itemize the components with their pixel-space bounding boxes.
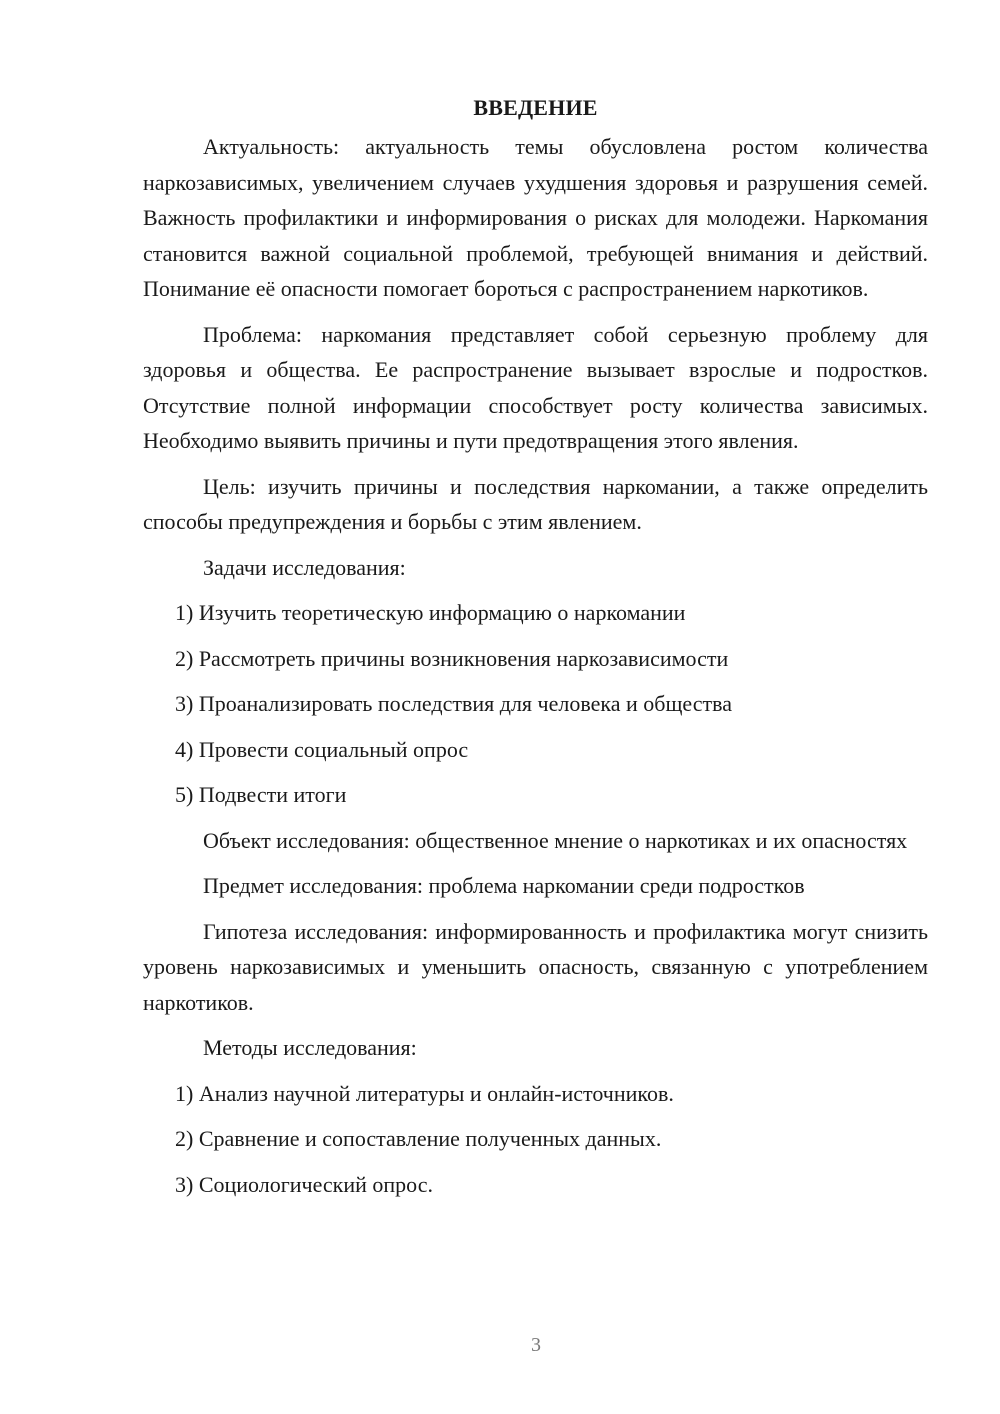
hypothesis-paragraph: Гипотеза исследования: информированность и профилактика могут снизить уровень наркозависимых и уменьшить опасность, связанную с употреблением наркотиков. [143,918,928,1015]
task-item: 4) Провести социальный опрос [175,736,469,762]
subject-paragraph: Предмет исследования: проблема наркомании среди подростков [203,873,805,898]
task-item: 1) Изучить теоретическую информацию о наркомании [175,600,686,625]
method-item: 3) Социологический опрос. [175,1171,433,1197]
task-item: 2) Рассмотреть причины возникновения наркозависимости [175,645,729,671]
object-paragraph: Объект исследования: общественное мнение о наркотиках и их опасностях [203,827,908,853]
document-page [143,93,928,1212]
methods-heading: Методы исследования: [203,1035,417,1060]
page-number: 3 [531,1334,541,1356]
method-item: 2) Сравнение и сопоставление полученных данных. [175,1126,662,1151]
tasks-heading: Задачи исследования: [203,554,406,580]
problem-paragraph: Проблема: наркомания представляет собой серьезную проблему для здоровья и общества. Ее распространение вызывает взрослые и подростков. Отсутствие полной информации способствует росту количества зависимых. Необходимо выявить причины и пути предотвращения этого явления. [143,321,928,453]
task-item: 3) Проанализировать последствия для человека и общества [175,691,732,716]
method-item: 1) Анализ научной литературы и онлайн-источников. [175,1080,674,1106]
relevance-paragraph: Актуальность: актуальность темы обусловлена ростом количества наркозависимых, увеличением случаев ухудшения здоровья и разрушения семей. Важность профилактики и информирования о рисках для молодежи. Наркомания становится важной социальной проблемой, требующей внимания и действий. Понимание её опасности помогает бороться с распространением наркотиков. [143,134,928,301]
goal-paragraph: Цель: изучить причины и последствия наркомании, а также определить способы предупреждения и борьбы с этим явлением. [143,473,928,534]
task-item: 5) Подвести итоги [175,782,347,807]
section-title: ВВЕДЕНИЕ [473,95,598,120]
